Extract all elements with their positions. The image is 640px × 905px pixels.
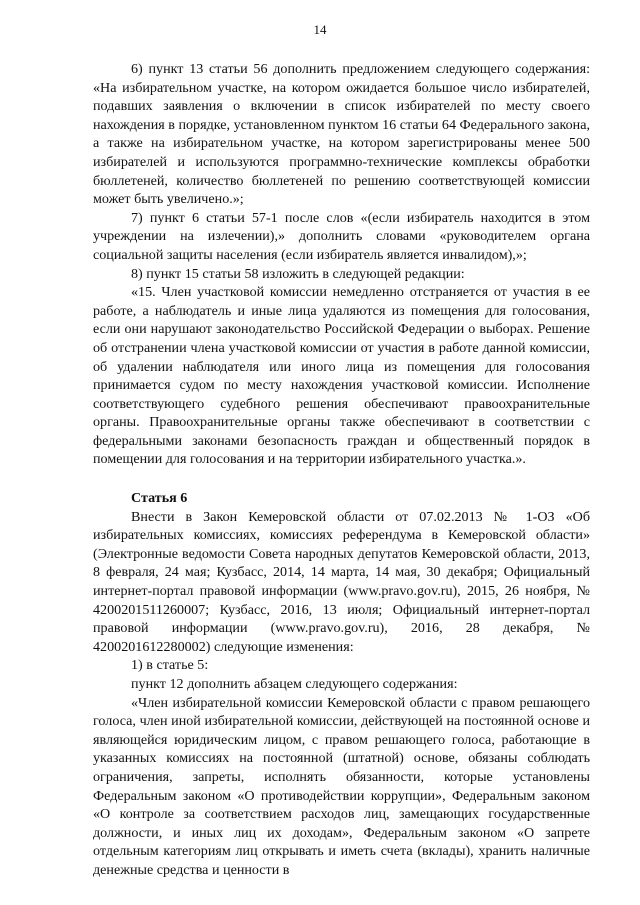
paragraph-item-7: 7) пункт 6 статьи 57-1 после слов «(если избиратель находится в этом учреждении на излечении),» дополнить словами «руководителем органа социальной защиты населения (если избиратель является инвалидом),»; (93, 209, 590, 263)
paragraph-item-6: 6) пункт 13 статьи 56 дополнить предложением следующего содержания: «На избирательном участке, на котором ожидается большое число избирателей, подавших заявления о включении в список избирателей по месту своего нахождения в порядке, установленном пунктом 16 статьи 64 Федерального закона, а также на избирательном участке, на котором зарегистрированы менее 500 избирателей и используются программно-технические комплексы обработки бюллетеней, количество бюллетеней по решению соответствующей комиссии может быть увеличено.»; (93, 61, 590, 208)
paragraph-quoted-15: «15. Член участковой комиссии немедленно отстраняется от участия в ее работе, а наблюдатель и иные лица удаляются из помещения для голосования, если они нарушают законодательство Российской Федерации о выборах. Решение об отстранении члена участковой комиссии от участия в работе данной комиссии, об удалении наблюдателя или иного лица из помещения для голосования принимается судом по месту нахождения участковой комиссии. Исполнение соответствующего судебного решения обеспечивают правоохранительные органы. Правоохранительные органы также обеспечивают в соответствии с федеральными законами безопасность граждан и общественный порядок в помещении для голосования и на территории избирательного участка.». (93, 284, 590, 468)
paragraph-point-12: пункт 12 дополнить абзацем следующего содержания: (131, 676, 458, 692)
paragraph-item-1: 1) в статье 5: (131, 657, 209, 674)
paragraph-item-8: 8) пункт 15 статьи 58 изложить в следующей редакции: (131, 265, 465, 282)
article-heading: Статья 6 (131, 490, 188, 507)
document-body (93, 60, 590, 880)
paragraph-article-6-intro: Внести в Закон Кемеровской области от 07.02.2013 № 1-ОЗ «Об избирательных комиссиях, комиссиях референдума в Кемеровской области» (Электронные ведомости Совета народных депутатов Кемеровской области, 2013, 8 февраля, 24 мая; Кузбасс, 2014, 14 марта, 14 мая, 30 декабря; Официальный интернет-портал правовой информации (www.pravo.gov.ru), 2015, 26 ноября, № 4200201511260007; Кузбасс, 2016, 13 июля; Официальный интернет-портал правовой информации (www.pravo.gov.ru), 2016, 28 декабря, № 4200201612280002) следующие изменения: (93, 508, 590, 655)
paragraph-quoted-member: «Член избирательной комиссии Кемеровской области с правом решающего голоса, член иной избирательной комиссии, действующей на постоянной основе и являющейся юридическим лицом, с правом решающего голоса, работающие в указанных комиссиях на постоянной (штатной) основе, обязаны соблюдать ограничения, запреты, исполнять обязанности, которые установлены Федеральным законом «О противодействии коррупции», Федеральным законом «О контроле за соответствием расходов лиц, замещающих государственные должности, и иных лиц их доходам», Федеральным законом «О запрете отдельным категориям лиц открывать и иметь счета (вклады), хранить наличные денежные средства и ценности в (93, 694, 590, 878)
page-number: 14 (313, 22, 327, 37)
